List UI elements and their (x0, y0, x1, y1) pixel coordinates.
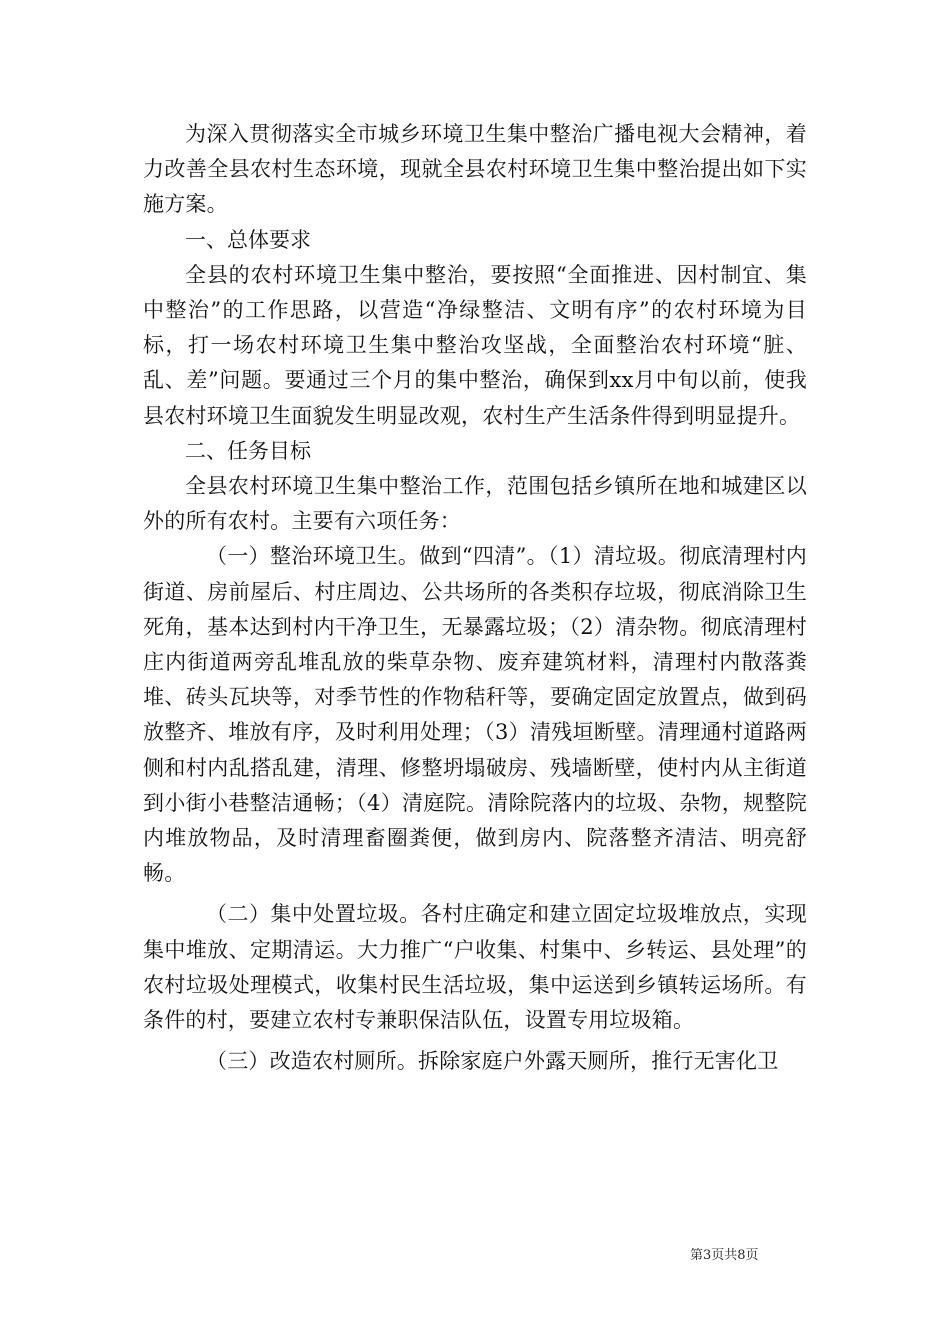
document-body (143, 117, 807, 1079)
paragraph-task-1: （一）整治环境卫生。做到“四清”。（1）清垃圾。彻底清理村内街道、房前屋后、村庄周边、公共场所的各类积存垃圾，彻底消除卫生死角，基本达到村内干净卫生，无暴露垃圾；（2）清杂物。彻底清理村庄内街道两旁乱堆乱放的柴草杂物、废弃建筑材料，清理村内散落粪堆、砖头瓦块等，对季节性的作物秸秆等，要确定固定放置点，做到码放整齐、堆放有序，及时利用处理；（3）清残垣断壁。清理通村道路两侧和村内乱搭乱建，清理、修整坍塌破房、残墙断壁，使村内从主街道到小街小巷整洁通畅；（4）清庭院。清除院落内的垃圾、杂物，规整院内堆放物品，及时清理畜圈粪便，做到房内、院落整齐清洁、明亮舒畅。 (143, 544, 807, 886)
section-heading-overall-requirements: 一、总体要求 (185, 227, 311, 252)
paragraph-overall-requirements: 全县的农村环境卫生集中整治，要按照“全面推进、因村制宜、集中整治”的工作思路，以营造“净绿整洁、文明有序”的农村环境为目标，打一场农村环境卫生集中整治攻坚战，全面整治农村环境“脏、乱、差”问题。要通过三个月的集中整治，确保到xx月中旬以前，使我县农村环境卫生面貌发生明显改观，农村生产生活条件得到明显提升。 (143, 262, 807, 428)
paragraph-task-3: （三）改造农村厕所。拆除家庭户外露天厕所，推行无害化卫 (206, 1049, 779, 1074)
page-footer: 第3页共8页 (690, 1248, 759, 1263)
paragraph-task-2: （二）集中处置垃圾。各村庄确定和建立固定垃圾堆放点，实现集中堆放、定期清运。大力推广“户收集、村集中、乡转运、县处理”的农村垃圾处理模式，收集村民生活垃圾，集中运送到乡镇转运场所。有条件的村，要建立农村专兼职保洁队伍，设置专用垃圾箱。 (143, 902, 807, 1033)
intro-paragraph: 为深入贯彻落实全市城乡环境卫生集中整治广播电视大会精神，着力改善全县农村生态环境，现就全县农村环境卫生集中整治提出如下实施方案。 (143, 122, 807, 217)
paragraph-task-scope: 全县农村环境卫生集中整治工作，范围包括乡镇所在地和城建区以外的所有农村。主要有六项任务： (143, 474, 807, 534)
section-heading-task-goals: 二、任务目标 (185, 438, 311, 463)
